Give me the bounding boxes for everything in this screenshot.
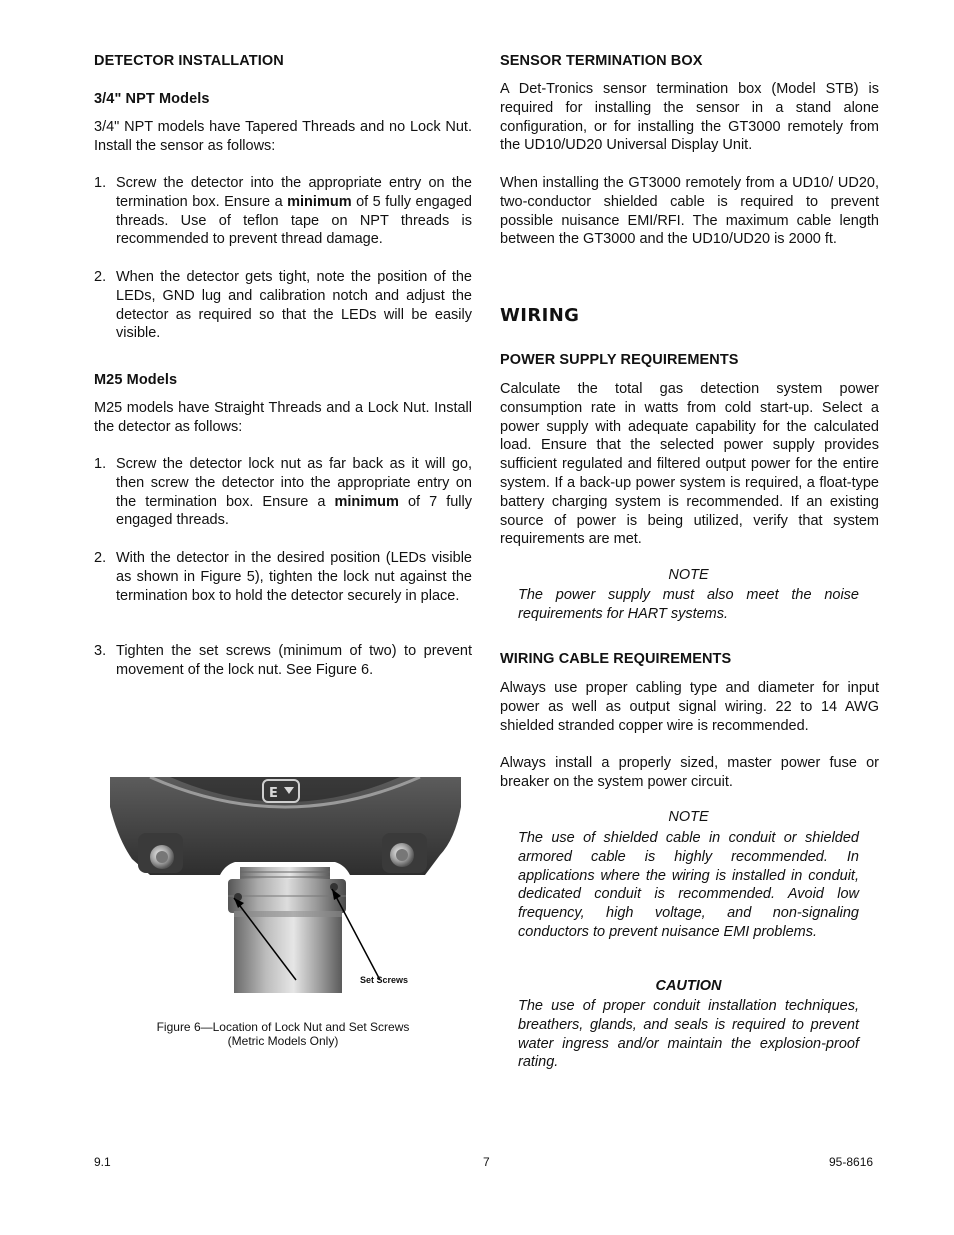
footer-revision: 9.1 bbox=[94, 1155, 111, 1169]
step-number: 1. bbox=[94, 456, 107, 472]
step-number: 2. bbox=[94, 550, 107, 566]
stb-paragraph-1: A Det-Tronics sensor termination box (Model STB) is required for installing the sensor in a stand alone configuration, or for installing the GT3000 remotely from the UD10/UD20 Universal Display Unit. bbox=[500, 81, 879, 154]
figure-caption-line2: (Metric Models Only) bbox=[227, 1034, 339, 1048]
caution-text: The use of proper conduit installation techniques, breathers, glands, and seals is required to prevent water ingress and/or maintain the explosion-proof rating. bbox=[518, 998, 859, 1071]
heading-sensor-termination-box: SENSOR TERMINATION BOX bbox=[500, 53, 703, 69]
step-text: Tighten the set screws (minimum of two) to prevent movement of the lock nut. See Figure 6. bbox=[116, 643, 472, 678]
footer-document-number: 95-8616 bbox=[829, 1155, 874, 1169]
section-title-detector-installation: DETECTOR INSTALLATION bbox=[94, 53, 284, 69]
heading-npt-models: 3/4" NPT Models bbox=[94, 91, 210, 107]
cable-paragraph-1: Always use proper cabling type and diameter for input power as well as output signal wiring. 22 to 14 AWG shielded stranded copper wire is recommended. bbox=[500, 680, 879, 734]
figure-lock-nut-set-screws bbox=[110, 777, 461, 993]
power-paragraph: Calculate the total gas detection system power consumption rate in watts from cold start-up. Select a power supply with adequate capability for the calculated load. Ensure that the selected power supply provides sufficient regulated and filtered output power for the entire system. If a back-up power system is required, a float-type battery charging system is recommended. If an existing source of power is being utilized, verify that system requirements are met. bbox=[500, 381, 879, 548]
m25-intro: M25 models have Straight Threads and a Lock Nut. Install the detector as follows: bbox=[94, 400, 472, 435]
cable-note-heading: NOTE bbox=[668, 809, 709, 825]
heading-power-supply-requirements: POWER SUPPLY REQUIREMENTS bbox=[500, 352, 739, 368]
step-text: Screw the detector lock nut as far back as it will go, then screw the detector into the appropriate entry on the termination box. Ensure a minimum of 7 fully engaged threads. bbox=[116, 456, 472, 529]
step-number: 2. bbox=[94, 269, 107, 285]
cable-note-text: The use of shielded cable in conduit or shielded armored cable is highly recommended. In applications where the wiring is installed in conduit, dedicated conduit is recommended. Avoid low frequency, high voltage, and non-signaling conductors to prevent nuisance EMI problems. bbox=[518, 830, 859, 940]
stb-paragraph-2: When installing the GT3000 remotely from a UD10/ UD20, two-conductor shielded cable is required to prevent possible nuisance EMI/RFI. The maximum cable length between the GT3000 and the UD10/UD20 is 2000 ft. bbox=[500, 175, 879, 248]
section-title-wiring: WIRING bbox=[500, 305, 580, 326]
cable-paragraph-2: Always install a properly sized, master power fuse or breaker on the system power circuit. bbox=[500, 755, 879, 790]
set-screws-label: Set Screws bbox=[360, 975, 409, 985]
step-text: Screw the detector into the appropriate entry on the termination box. Ensure a minimum of 5 fully engaged threads. Use of teflon tape on NPT threads is recommended to prevent thread damage. bbox=[116, 175, 472, 248]
detector-photo bbox=[110, 777, 461, 993]
step-number: 1. bbox=[94, 175, 107, 191]
step-text: When the detector gets tight, note the position of the LEDs, GND lug and calibration notch and adjust the detector as required so that the LEDs will be easily visible. bbox=[116, 269, 472, 342]
npt-intro: 3/4" NPT models have Tapered Threads and no Lock Nut. Install the sensor as follows: bbox=[94, 119, 472, 154]
caution-heading: CAUTION bbox=[655, 978, 722, 994]
power-note-heading: NOTE bbox=[668, 567, 709, 583]
figure-caption-line1: Figure 6—Location of Lock Nut and Set Screws bbox=[156, 1020, 410, 1034]
step-number: 3. bbox=[94, 643, 107, 659]
heading-wiring-cable-requirements: WIRING CABLE REQUIREMENTS bbox=[500, 651, 732, 667]
power-note-text: The power supply must also meet the noise requirements for HART systems. bbox=[518, 587, 859, 622]
footer-page-number: 7 bbox=[483, 1155, 490, 1169]
svg-text:E: E bbox=[269, 786, 278, 801]
heading-m25-models: M25 Models bbox=[94, 372, 178, 388]
step-text: With the detector in the desired position (LEDs visible as shown in Figure 5), tighten the lock nut against the termination box to hold the detector securely in place. bbox=[116, 550, 472, 604]
